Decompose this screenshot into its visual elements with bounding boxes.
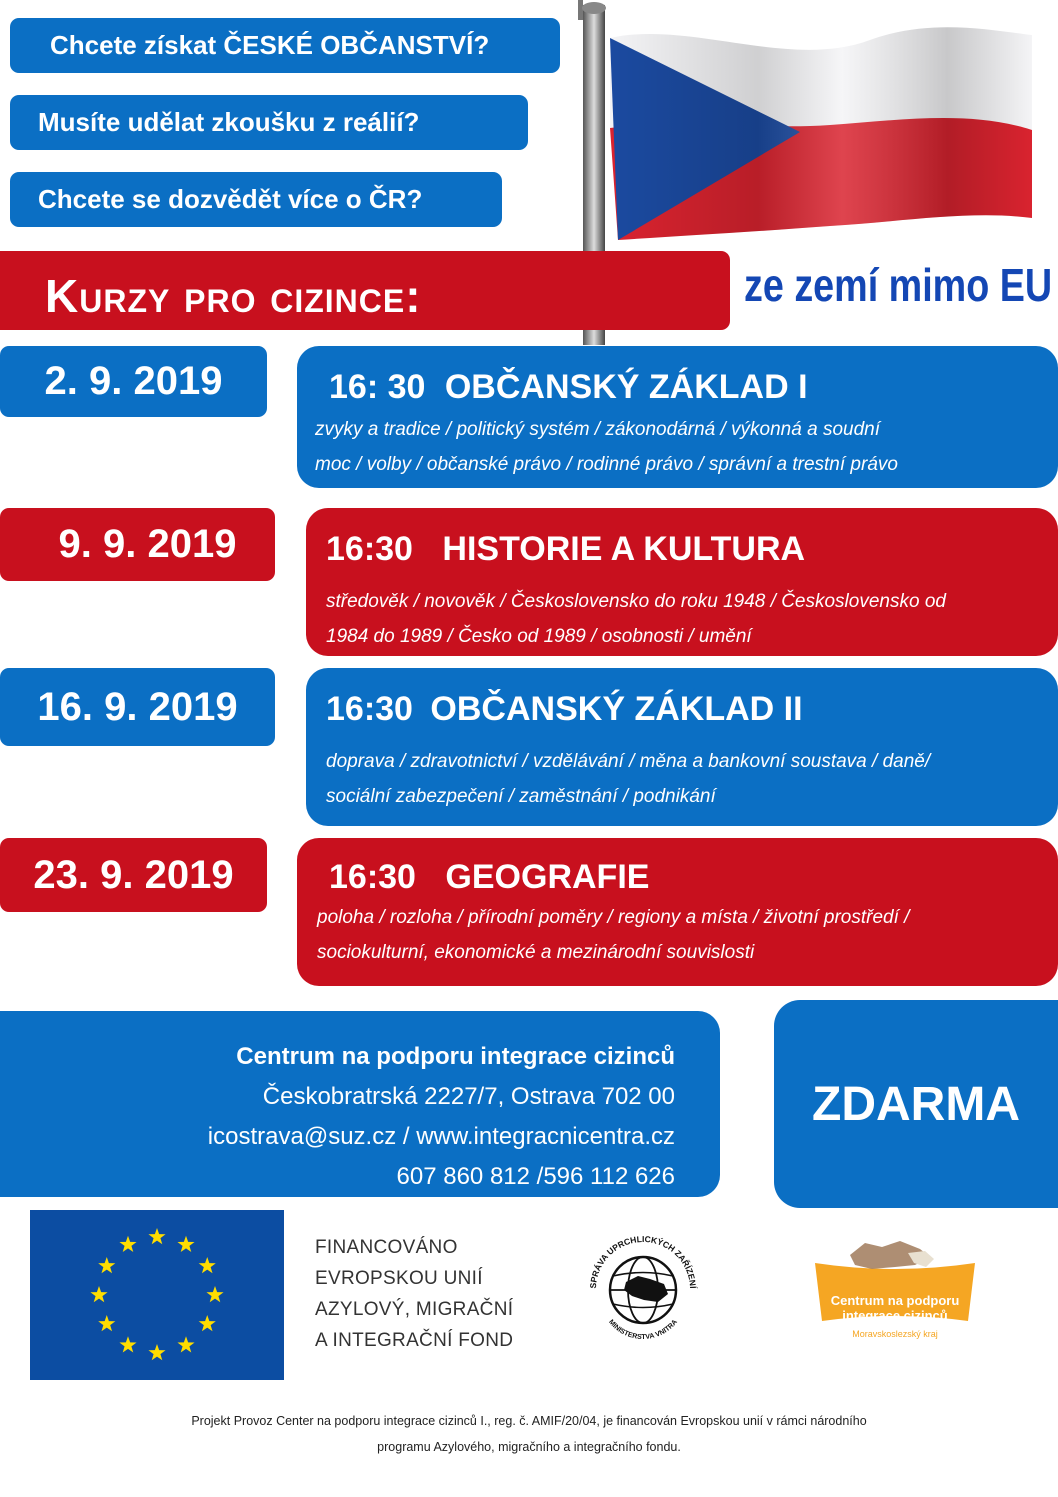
- contact-address: Českobratrská 2227/7, Ostrava 702 00: [262, 1083, 675, 1110]
- question-exam: [10, 95, 528, 150]
- course-date-text: 23. 9. 2019: [33, 852, 234, 897]
- contact-org: Centrum na podporu integrace cizinců: [236, 1043, 675, 1070]
- question-text: Chcete se dozvědět více o ČR?: [38, 184, 423, 214]
- course-topics-line: zvyky a tradice / politický systém / zákonodárná / výkonná a soudní: [315, 419, 880, 440]
- question-more-info: [10, 172, 502, 227]
- course-topics-line: 1984 do 1989 / Česko od 1989 / osobnosti / umění: [326, 626, 752, 647]
- question-text: Musíte udělat zkoušku z reálií?: [38, 107, 420, 137]
- course-date-text: 2. 9. 2019: [44, 359, 223, 403]
- course-topics-line: sociální zabezpečení / zaměstnání / podnikání: [326, 786, 716, 807]
- course-heading: [326, 690, 803, 729]
- funding-text: [315, 1232, 513, 1356]
- course-topics-line: doprava / zdravotnictví / vzdělávání / měna a bankovní soustava / daně/: [326, 751, 931, 772]
- center-logo-line: Centrum na podporu: [830, 1293, 960, 1308]
- contact-box: [0, 1011, 720, 1197]
- course-topics-line: středověk / novověk / Československo do roku 1948 / Československo od: [326, 591, 946, 612]
- question-text: Chcete získat ČESKÉ OBČANSTVÍ?: [50, 30, 490, 60]
- eu-flag-icon: [30, 1210, 284, 1380]
- funding-line: A INTEGRAČNÍ FOND: [315, 1330, 514, 1351]
- course-heading: [329, 858, 649, 897]
- suz-text-bottom: MINISTERSTVA VNITRA: [607, 1318, 679, 1342]
- course-time: 16:30: [329, 858, 416, 896]
- course-date: [0, 668, 275, 746]
- funding-line: AZYLOVÝ, MIGRAČNÍ: [315, 1299, 514, 1320]
- course-heading: [326, 530, 805, 569]
- course-topics-line: poloha / rozloha / přírodní poměry / regiony a místa / životní prostředí /: [317, 907, 910, 928]
- funding-line: FINANCOVÁNO: [315, 1237, 458, 1258]
- course-topics-line: moc / volby / občanské právo / rodinné právo / správní a trestní právo: [315, 454, 898, 475]
- course-date: [0, 346, 267, 417]
- course-name: OBČANSKÝ ZÁKLAD II: [430, 690, 803, 728]
- course-date-text: 9. 9. 2019: [58, 522, 237, 566]
- course-date: [0, 508, 275, 581]
- course-time: 16: 30: [329, 368, 426, 406]
- course-name: GEOGRAFIE: [445, 858, 650, 896]
- course-topics: [326, 744, 930, 814]
- course-topics: [317, 900, 909, 970]
- footer-note: [0, 1408, 1058, 1460]
- course-card: [306, 668, 1058, 826]
- course-name: HISTORIE A KULTURA: [442, 530, 806, 568]
- course-time: 16:30: [326, 690, 413, 728]
- contact-lines: [208, 1037, 675, 1197]
- course-card: [297, 838, 1058, 986]
- course-topics: [315, 412, 898, 482]
- funding-line: EVROPSKOU UNIÍ: [315, 1268, 483, 1289]
- footer-line: programu Azylového, migračního a integračního fondu.: [377, 1440, 681, 1454]
- page-title: Kurzy pro cizince:: [45, 270, 422, 322]
- course-date: [0, 838, 267, 912]
- course-time: 16:30: [326, 530, 413, 568]
- course-topics-line: sociokulturní, ekonomické a mezinárodní souvislosti: [317, 942, 755, 963]
- contact-web[interactable]: icostrava@suz.cz / www.integracnicentra.cz: [207, 1123, 675, 1150]
- contact-phone[interactable]: 607 860 812 /596 112 626: [396, 1163, 675, 1190]
- course-date-text: 16. 9. 2019: [37, 684, 238, 729]
- question-citizenship: [10, 18, 560, 73]
- center-logo-line: integrace cizinců: [842, 1308, 948, 1323]
- center-logo: [810, 1235, 980, 1355]
- center-logo-text: [810, 1293, 980, 1323]
- course-card: [297, 346, 1058, 488]
- free-label: ZDARMA: [812, 1077, 1020, 1131]
- title-bar: [0, 251, 730, 330]
- free-badge: [774, 1000, 1058, 1208]
- suz-text-top: SPRÁVA UPRCHLICKÝCH ZAŘÍZENÍ: [587, 1233, 699, 1289]
- course-heading: [329, 368, 808, 407]
- course-card: [306, 508, 1058, 656]
- course-topics: [326, 584, 946, 654]
- course-name: OBČANSKÝ ZÁKLAD I: [444, 368, 808, 406]
- center-logo-region: Moravskoslezský kraj: [852, 1329, 938, 1339]
- footer-line: Projekt Provoz Center na podporu integrace cizinců I., reg. č. AMIF/20/04, je financován Evropskou unií v rámci národního: [191, 1414, 867, 1428]
- suz-emblem-icon: [578, 1224, 708, 1354]
- page-subtitle: ze zemí mimo EU: [744, 259, 1053, 311]
